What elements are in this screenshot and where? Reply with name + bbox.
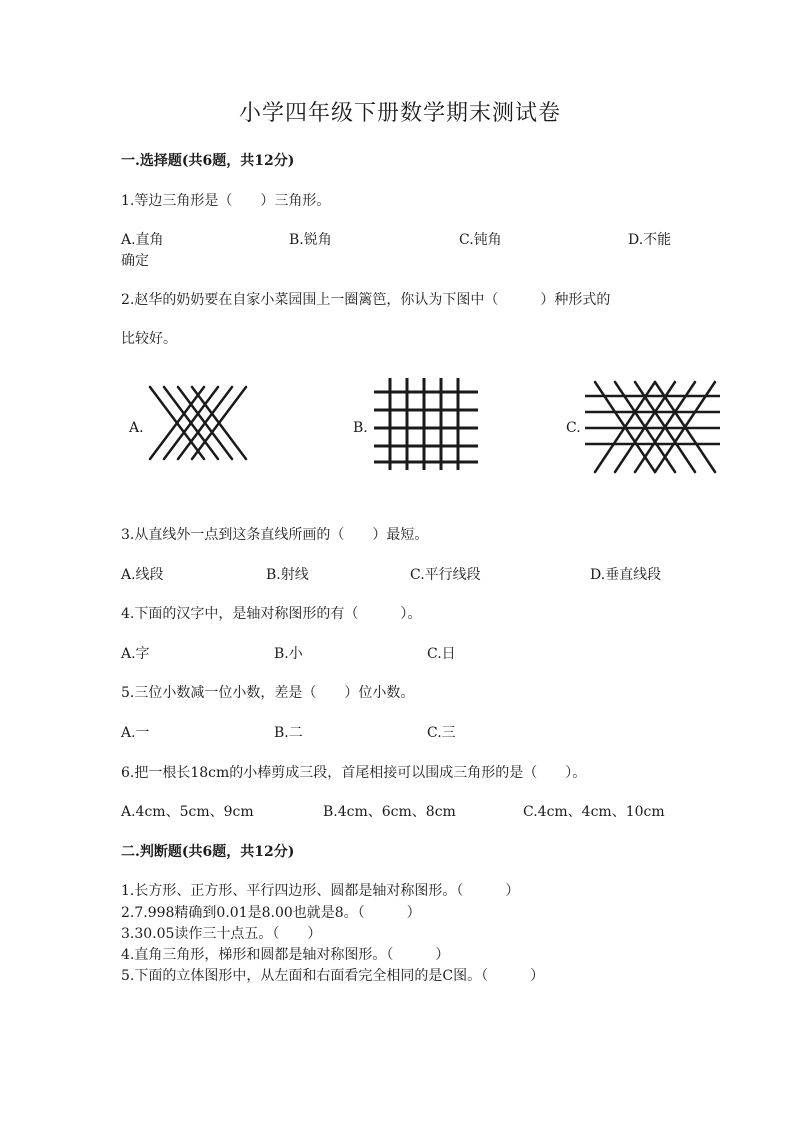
q3-option-b: B.射线	[266, 567, 309, 583]
q4-option-a: A.字	[121, 646, 150, 662]
judgment-item-4: 4.直角三角形，梯形和圆都是轴对称图形。（ ）	[121, 947, 450, 963]
q6-option-a: A.4cm、5cm、9cm	[121, 804, 254, 820]
q6-option-b: B.4cm、6cm、8cm	[323, 804, 456, 820]
q3-option-c: C.平行线段	[410, 567, 481, 583]
fence-label-c: C.	[566, 420, 581, 436]
q4-option-b: B.小	[274, 646, 303, 662]
q5-option-a: A.一	[121, 725, 150, 741]
q1-option-b: B.锐角	[289, 232, 332, 248]
q4-option-c: C.日	[427, 646, 456, 662]
question-3: 3.从直线外一点到这条直线所画的（ ）最短。	[121, 527, 429, 543]
fence-diagram-c	[585, 378, 720, 474]
judgment-item-3: 3.30.05读作三十点五。（ ）	[121, 926, 322, 942]
question-2-line1: 2.赵华的奶奶要在自家小菜园围上一圈篱笆，你认为下图中（ ）种形式的	[121, 292, 611, 308]
fence-label-b: B.	[353, 420, 368, 436]
q1-option-a: A.直角	[121, 232, 164, 248]
judgment-item-1: 1.长方形、正方形、平行四边形、圆都是轴对称图形。（ ）	[121, 883, 520, 899]
q1-option-c: C.钝角	[459, 232, 502, 248]
judgment-item-2: 2.7.998精确到0.01是8.00也就是8。（ ）	[121, 905, 421, 921]
q5-option-c: C.三	[427, 725, 456, 741]
question-4: 4.下面的汉字中，是轴对称图形的有（ ）。	[121, 606, 422, 622]
q3-option-d: D.垂直线段	[590, 567, 662, 583]
q6-option-c: C.4cm、4cm、10cm	[523, 804, 665, 820]
fence-label-a: A.	[129, 420, 144, 436]
section-heading-choice: 一.选择题(共6题，共12分)	[121, 153, 295, 169]
question-6: 6.把一根长18cm的小棒剪成三段，首尾相接可以围成三角形的是（ ）。	[121, 765, 587, 781]
judgment-item-5: 5.下面的立体图形中，从左面和右面看完全相同的是C图。（ ）	[121, 968, 545, 984]
question-2-line2: 比较好。	[121, 331, 177, 347]
q1-option-d-wrap: 确定	[121, 253, 149, 269]
page-title: 小学四年级下册数学期末测试卷	[238, 101, 561, 126]
question-5: 5.三位小数减一位小数，差是（ ）位小数。	[121, 685, 415, 701]
q5-option-b: B.二	[274, 725, 303, 741]
q3-option-a: A.线段	[121, 567, 164, 583]
question-1: 1.等边三角形是（ ）三角形。	[121, 193, 331, 209]
fence-diagram-b	[374, 378, 478, 470]
q1-option-d: D.不能	[628, 232, 672, 248]
fence-diagram-a	[148, 383, 248, 463]
section-heading-judgment: 二.判断题(共6题，共12分)	[121, 844, 295, 860]
